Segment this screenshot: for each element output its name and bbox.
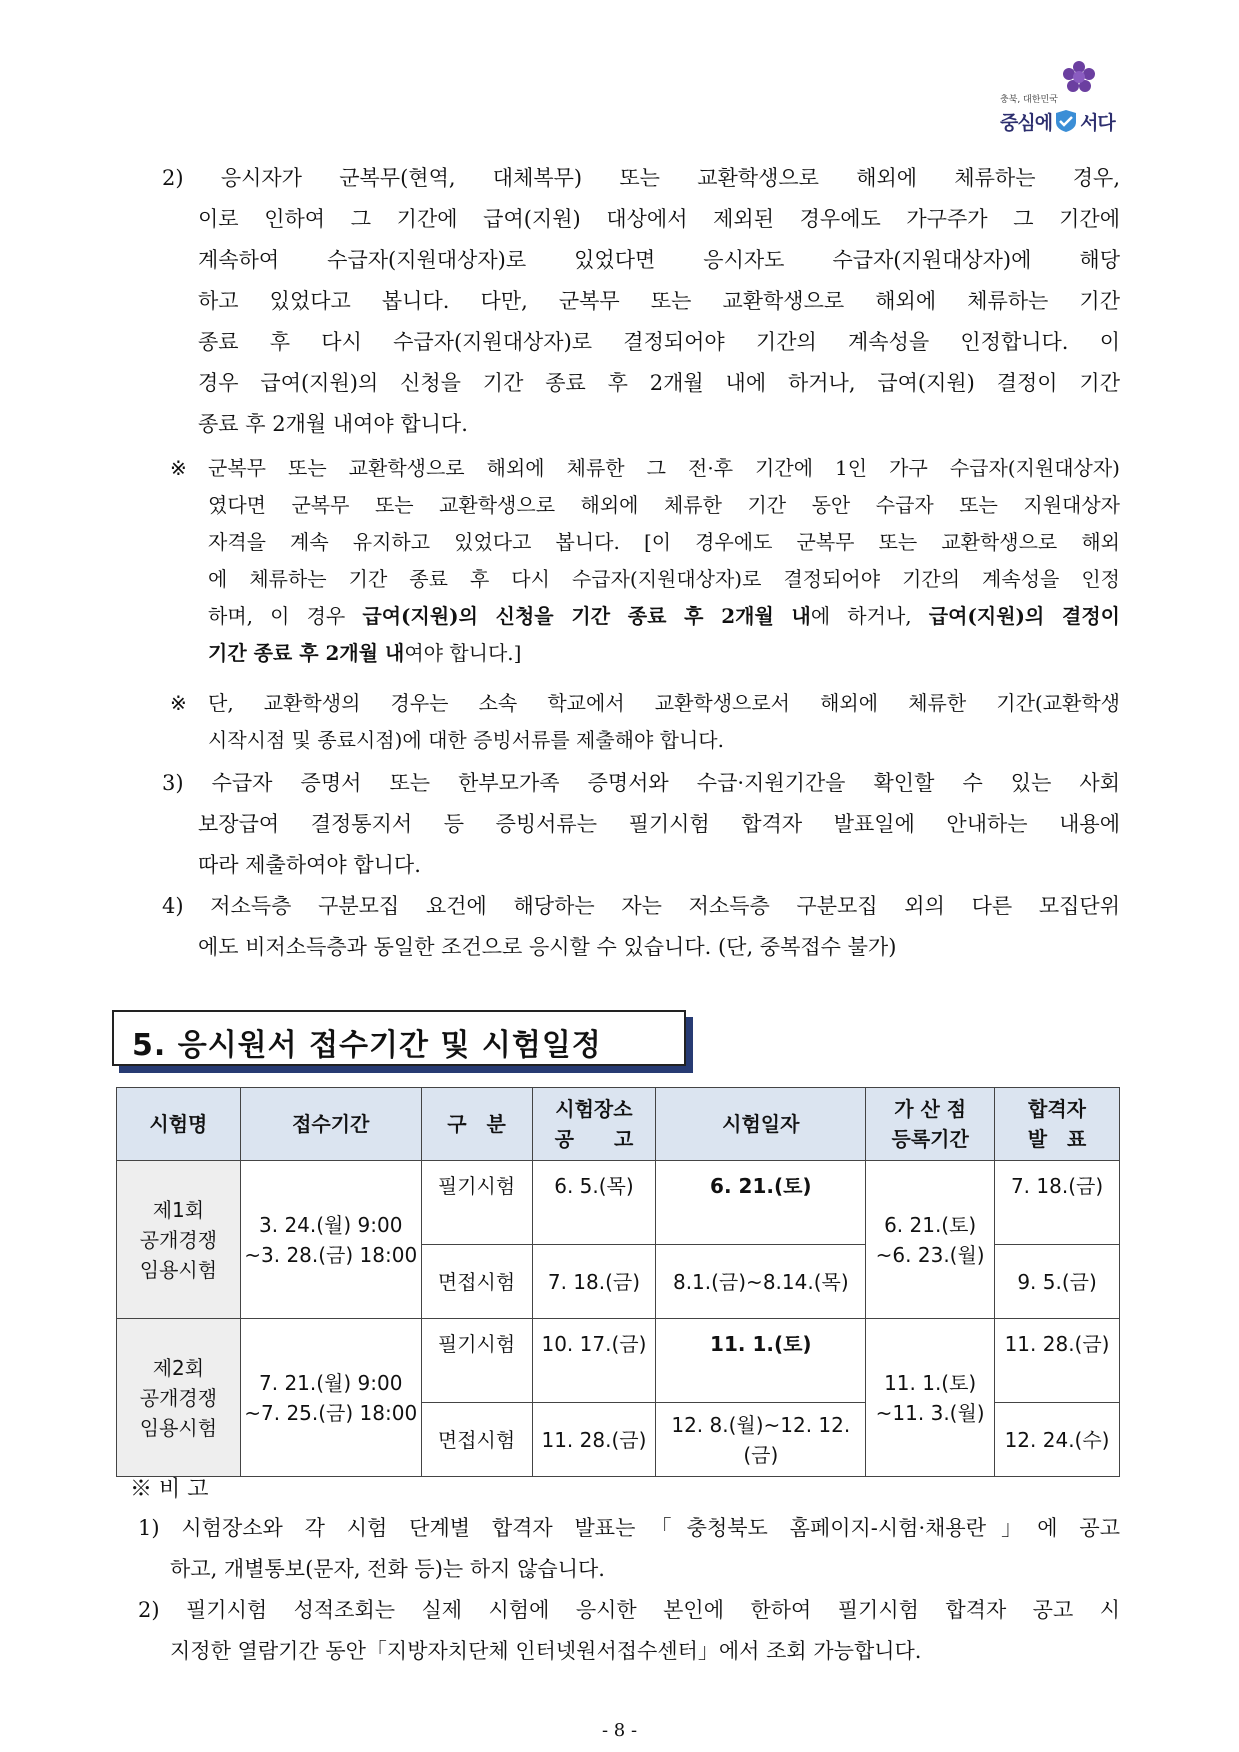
round1-written-date: 6. 21.(토): [656, 1161, 866, 1245]
remarks-2-line-1: 2) 필기시험 성적조회는 실제 시험에 응시한 본인에 한하여 필기시험 합격자 공고 시: [138, 1598, 1120, 1622]
logo: [1000, 60, 1150, 134]
round2-period-1: 7. 21.(월) 9:00: [259, 1370, 403, 1395]
note2-marker: ※: [170, 691, 187, 715]
item2-line-4: 하고 있었다고 봅니다. 다만, 군복무 또는 교환학생으로 해외에 체류하는 기간: [198, 289, 1120, 313]
header-result: [995, 1088, 1120, 1161]
item2-line-6: 경우 급여(지원)의 신청을 기간 종료 후 2개월 내에 하거나, 급여(지원) 결정이 기간: [198, 371, 1120, 395]
round1-interview-date: 8.1.(금)~8.14.(목): [656, 1245, 866, 1319]
note2-line-2: 시작시점 및 종료시점)에 대한 증빙서류를 제출해야 합니다.: [208, 728, 724, 752]
note1-line-3: 자격을 계속 유지하고 있었다고 봅니다. [이 경우에도 군복무 또는 교환학생으로 해외: [208, 530, 1120, 554]
round2-bonus-2: ~11. 3.(월): [875, 1400, 985, 1425]
logo-small-text: 충북, 대한민국: [1000, 95, 1058, 105]
item3-line-3: 따라 제출하여야 합니다.: [198, 853, 421, 877]
round2-period: [240, 1319, 421, 1477]
note2-line-1: 단, 교환학생의 경우는 소속 학교에서 교환학생으로서 해외에 체류한 기간(교환학생: [208, 691, 1120, 715]
logo-brand-left: 중심에: [1000, 112, 1053, 134]
header-name: 시험명: [117, 1088, 241, 1161]
header-bonus: [866, 1088, 995, 1161]
item2-line-5: 종료 후 다시 수급자(지원대상자)로 결정되어야 기간의 계속성을 인정합니다. 이: [198, 330, 1120, 354]
remarks-title: ※ 비 고: [130, 1477, 209, 1502]
round2-name-1: 제2회: [152, 1355, 205, 1380]
header-venue-2: 공 고: [554, 1127, 634, 1151]
header-period: 접수기간: [240, 1088, 421, 1161]
header-result-2: 발 표: [1027, 1127, 1087, 1151]
header-date: 시험일자: [656, 1088, 866, 1161]
round1-bonus: [866, 1161, 995, 1319]
item4-line-1: 4) 저소득층 구분모집 요건에 해당하는 자는 저소득층 구분모집 외의 다른 모집단위: [162, 894, 1120, 918]
header-venue: [532, 1088, 656, 1161]
round2-bonus-1: 11. 1.(토): [884, 1370, 977, 1395]
item4-line-2: 에도 비저소득층과 동일한 조건으로 응시할 수 있습니다. (단, 중복접수 불가): [198, 935, 897, 959]
round2-interview-result: 12. 24.(수): [995, 1403, 1120, 1477]
header-bonus-1: 가 산 점: [894, 1097, 967, 1121]
schedule-table: [116, 1087, 1120, 1477]
round1-name-1: 제1회: [152, 1197, 205, 1222]
round1-name: [117, 1161, 241, 1319]
shield-icon: [1054, 110, 1078, 132]
round2-written-venue: 10. 17.(금): [532, 1319, 656, 1403]
round1-interview-result: 9. 5.(금): [995, 1245, 1120, 1319]
round1-written-result: 7. 18.(금): [995, 1161, 1120, 1245]
round1-bonus-1: 6. 21.(토): [884, 1212, 977, 1237]
round1-name-3: 임용시험: [139, 1257, 218, 1282]
note1-line5-c: 에 하거나,: [810, 604, 929, 628]
flower-logo-icon: [1062, 60, 1096, 94]
round1-name-2: 공개경쟁: [139, 1227, 218, 1252]
round2-name-3: 임용시험: [139, 1415, 218, 1440]
round2-written-date: 11. 1.(토): [656, 1319, 866, 1403]
item2-line-3: 계속하여 수급자(지원대상자)로 있었다면 응시자도 수급자(지원대상자)에 해당: [198, 248, 1120, 272]
table-row: [117, 1319, 1120, 1403]
round2-written-result: 11. 28.(금): [995, 1319, 1120, 1403]
note1-line5-d: 급여(지원)의 결정이: [928, 604, 1120, 628]
round2-written-type: 필기시험: [421, 1319, 532, 1403]
round1-period: [240, 1161, 421, 1319]
note1-line-1: 군복무 또는 교환학생으로 해외에 체류한 그 전·후 기간에 1인 가구 수급자(지원대상자): [208, 456, 1120, 480]
note1-line5-a: 하며, 이 경우: [208, 604, 363, 628]
round2-name-2: 공개경쟁: [139, 1385, 218, 1410]
logo-brand-right: 서다: [1080, 112, 1115, 134]
page-number: - 8 -: [601, 1720, 638, 1741]
round2-interview-date: 12. 8.(월)~12. 12.(금): [656, 1403, 866, 1477]
remarks-1-line-1: 1) 시험장소와 각 시험 단계별 합격자 발표는「충청북도 홈페이지-시험·채용란」에 공고: [138, 1516, 1120, 1540]
remarks-2-line-2: 지정한 열람기간 동안「지방자치단체 인터넷원서접수센터」에서 조회 가능합니다.: [170, 1639, 922, 1663]
note1-line-5: [208, 598, 1120, 635]
round2-name: [117, 1319, 241, 1477]
round2-period-2: ~7. 25.(금) 18:00: [244, 1400, 418, 1425]
note1-line6-b: 여야 합니다.]: [404, 641, 522, 665]
section-title: 5. 응시원서 접수기간 및 시험일정: [132, 1028, 602, 1063]
header-type: 구 분: [421, 1088, 532, 1161]
table-header-row: [117, 1088, 1120, 1161]
round1-written-type: 필기시험: [421, 1161, 532, 1245]
header-result-1: 합격자: [1028, 1097, 1087, 1121]
note1-line-6: [208, 635, 1120, 672]
round2-interview-venue: 11. 28.(금): [532, 1403, 656, 1477]
remarks-1-line-2: 하고, 개별통보(문자, 전화 등)는 하지 않습니다.: [170, 1557, 605, 1581]
item3-line-1: 3) 수급자 증명서 또는 한부모가족 증명서와 수급·지원기간을 확인할 수 있는 사회: [162, 771, 1120, 795]
round1-period-1: 3. 24.(월) 9:00: [259, 1212, 403, 1237]
note1-line-4: 에 체류하는 기간 종료 후 다시 수급자(지원대상자)로 결정되어야 기간의 계속성을 인정: [208, 567, 1120, 591]
table-row: [117, 1161, 1120, 1245]
item2-line-7: 종료 후 2개월 내여야 합니다.: [198, 412, 468, 436]
note1-line5-b: 급여(지원)의 신청을 기간 종료 후 2개월 내: [362, 604, 811, 628]
note1-line-2: 였다면 군복무 또는 교환학생으로 해외에 체류한 기간 동안 수급자 또는 지원대상자: [208, 493, 1120, 517]
note1-marker: ※: [170, 456, 187, 480]
section-header: [112, 1010, 686, 1066]
header-bonus-2: 등록기간: [891, 1127, 969, 1151]
round1-interview-type: 면접시험: [421, 1245, 532, 1319]
note1-line6-a: 기간 종료 후 2개월 내: [208, 641, 405, 665]
header-venue-1: 시험장소: [555, 1097, 633, 1121]
logo-brand: [1000, 108, 1115, 135]
round2-interview-type: 면접시험: [421, 1403, 532, 1477]
round2-bonus: [866, 1319, 995, 1477]
round1-written-venue: 6. 5.(목): [532, 1161, 656, 1245]
item3-line-2: 보장급여 결정통지서 등 증빙서류는 필기시험 합격자 발표일에 안내하는 내용에: [198, 812, 1120, 836]
round1-period-2: ~3. 28.(금) 18:00: [244, 1242, 418, 1267]
item2-line-1: 2) 응시자가 군복무(현역, 대체복무) 또는 교환학생으로 해외에 체류하는 경우,: [162, 166, 1120, 190]
round1-interview-venue: 7. 18.(금): [532, 1245, 656, 1319]
round1-bonus-2: ~6. 23.(월): [875, 1242, 985, 1267]
item2-line-2: 이로 인하여 그 기간에 급여(지원) 대상에서 제외된 경우에도 가구주가 그 기간에: [198, 207, 1120, 231]
